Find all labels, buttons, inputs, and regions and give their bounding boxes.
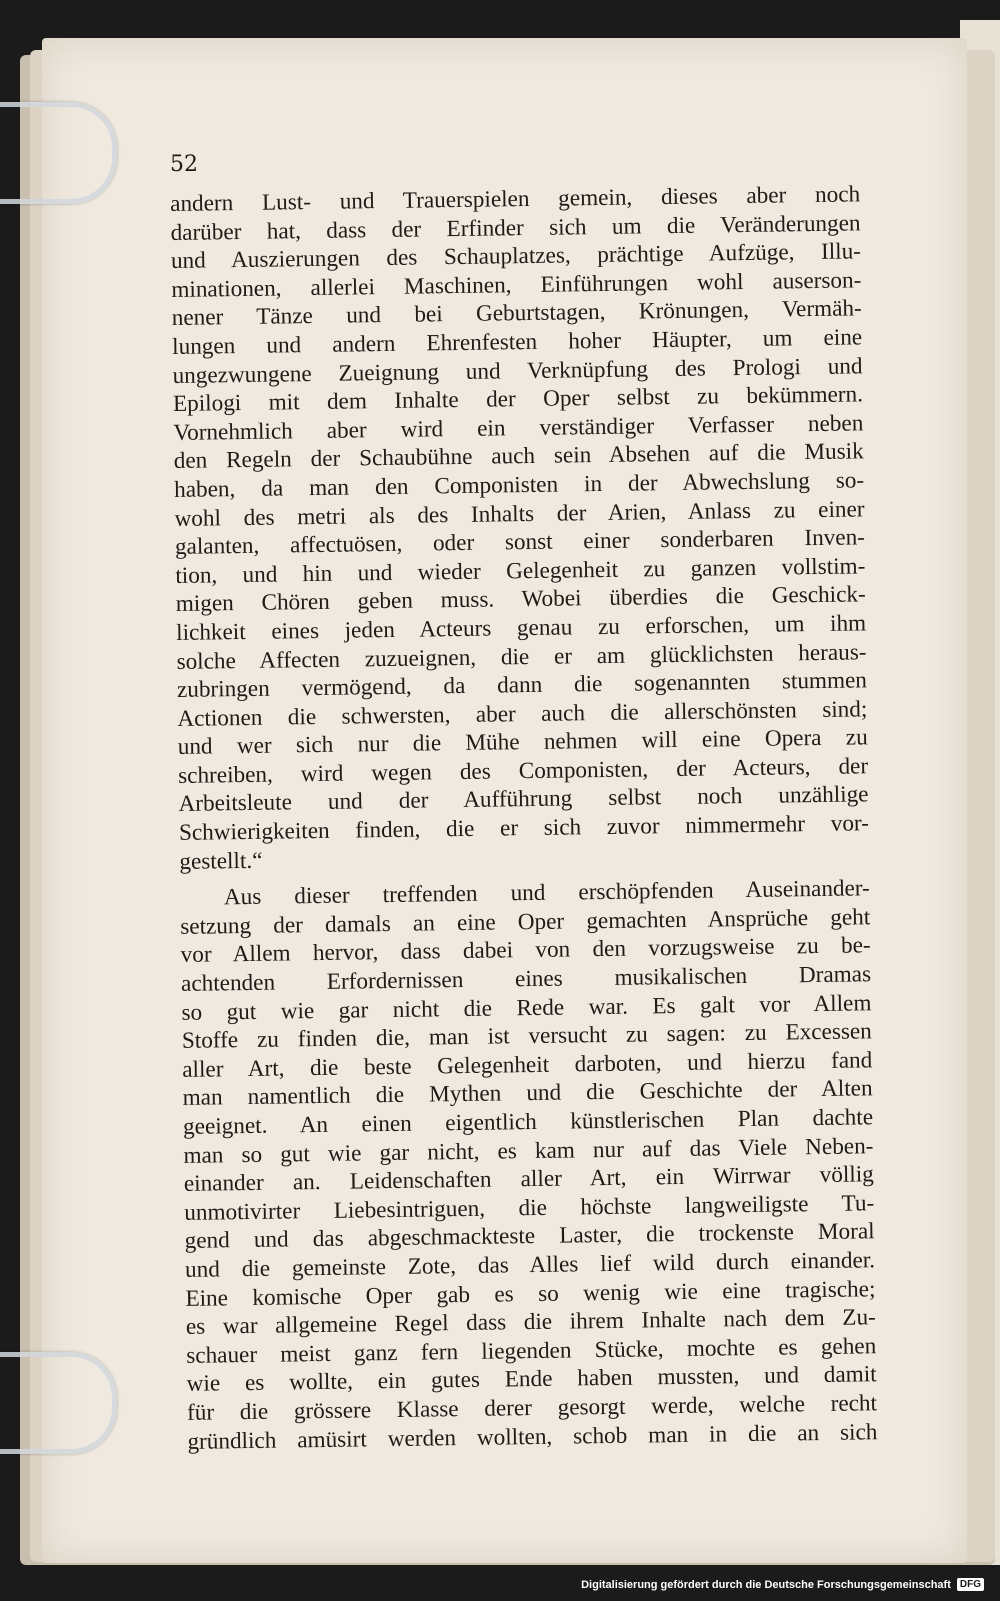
footer-text: Digitalisierung gefördert durch die Deutsche Forschungsgemeinschaft (581, 1578, 951, 1591)
text-line: haben, da man den Componisten in der Abwechslung so- (174, 467, 865, 503)
text-line: Vornehmlich aber wird ein verständiger Verfasser neben (173, 410, 864, 446)
text-line: nener Tänze und bei Geburtstagen, Krönungen, Vermäh- (171, 295, 862, 332)
text-line: man so gut wie gar nicht, es kam nur auf das Viele Neben- (183, 1132, 874, 1169)
text-line: schreiben, wird wegen des Componisten, der Acteurs, der (177, 753, 869, 789)
text-line: so gut wie gar nicht die Rede war. Es galt vor Allem (181, 989, 872, 1026)
text-line: gend und das abgeschmackteste Laster, die trockenste Moral (184, 1218, 875, 1255)
page-number: 52 (170, 152, 198, 177)
text-line: Actionen die schwersten, aber auch die allerschönsten sind; (177, 696, 868, 732)
text-line: darüber hat, dass der Erfinder sich um die Veränderungen (170, 209, 861, 246)
text-line: und die gemeinste Zote, das Alles lief wild durch einander. (184, 1247, 876, 1283)
dfg-logo: DFG (957, 1578, 984, 1591)
text-line: wie es wollte, ein gutes Ende haben mussten, und damit (186, 1361, 877, 1398)
text-line: lungen und andern Ehrenfesten hoher Häupter, um eine (172, 324, 863, 360)
text-line: Stoffe zu finden die, man ist versucht zu sagen: zu Excessen (181, 1018, 872, 1055)
text-line: achtenden Erfordernissen eines musikalischen Dramas (180, 961, 872, 997)
text-line: setzung der damals an eine Oper gemachten Ansprüche geht (180, 904, 871, 940)
text-line: gestellt.“ (179, 847, 263, 875)
text-line: gründlich amüsirt werden wollten, schob man in die an sich (187, 1418, 878, 1455)
text-line: vor Allem hervor, dass dabei von den vorzugsweise zu be- (180, 932, 871, 969)
text-line: es war allgemeine Regel dass die ihrem Inhalte nach dem Zu- (185, 1304, 876, 1341)
text-line: ungezwungene Zueignung und Verknüpfung des Prologi und (172, 352, 863, 389)
text-line: Arbeitsleute und der Aufführung selbst noch unzählige (178, 781, 869, 818)
text-line: für die grössere Klasse derer gesorgt werde, welche recht (186, 1390, 878, 1426)
text-line: wohl des metri als des Inhalts der Arien, Anlass zu einer (174, 495, 865, 532)
text-line: migen Chören geben muss. Wobei überdies die Geschick- (175, 581, 866, 618)
text-line: solche Affecten zuzueignen, die er am glücklichsten heraus- (176, 638, 867, 675)
text-line: schauer meist ganz fern liegenden Stücke, mochte es gehen (186, 1333, 877, 1369)
text-line: Eine komische Oper gab es so wenig wie eine tragische; (185, 1275, 876, 1312)
text-line: zubringen vermögend, da dann die sogenannten stummen (176, 667, 868, 704)
text-line: lichkeit eines jeden Acteurs genau zu erforschen, um ihm (176, 610, 867, 646)
text-line: Schwierigkeiten finden, die er sich zuvor nimmermehr vor- (178, 810, 870, 846)
text-line: unmotivirter Liebesintriguen, die höchste langweiligste Tu- (184, 1190, 875, 1226)
page-clip-bottom (0, 1352, 117, 1454)
page-clip-top (0, 102, 117, 204)
text-line: Aus dieser treffenden und erschöpfenden Auseinander- (223, 875, 871, 911)
text-line: und Auszierungen des Schauplatzes, prächtige Aufzüge, Illu- (170, 238, 862, 275)
text-line: andern Lust- und Trauerspielen gemein, dieses aber noch (170, 181, 861, 217)
text-line: galanten, affectuösen, oder sonst einer sonderbaren Inven- (174, 524, 866, 561)
text-line: geeignet. An einen eigentlich künstlerischen Plan dachte (182, 1104, 874, 1140)
text-line: und wer sich nur die Mühe nehmen will eine Opera zu (177, 724, 868, 761)
text-line: den Regeln der Schaubühne auch sein Absehen auf die Musik (173, 438, 864, 475)
text-line: tion, und hin und wieder Gelegenheit zu ganzen vollstim- (175, 553, 866, 589)
text-line: Epilogi mit dem Inhalte der Oper selbst zu bekümmern. (172, 381, 864, 418)
text-line: man namentlich die Mythen und die Geschichte der Alten (182, 1075, 873, 1112)
text-line: minationen, allerlei Maschinen, Einführungen wohl auserson- (171, 267, 862, 303)
text-line: aller Art, die beste Gelegenheit darboten, und hierzu fand (182, 1047, 873, 1083)
body-text (170, 180, 878, 1456)
text-line: einander an. Leidenschaften aller Art, ein Wirrwar völlig (183, 1161, 874, 1198)
footer-credit (581, 1578, 984, 1591)
